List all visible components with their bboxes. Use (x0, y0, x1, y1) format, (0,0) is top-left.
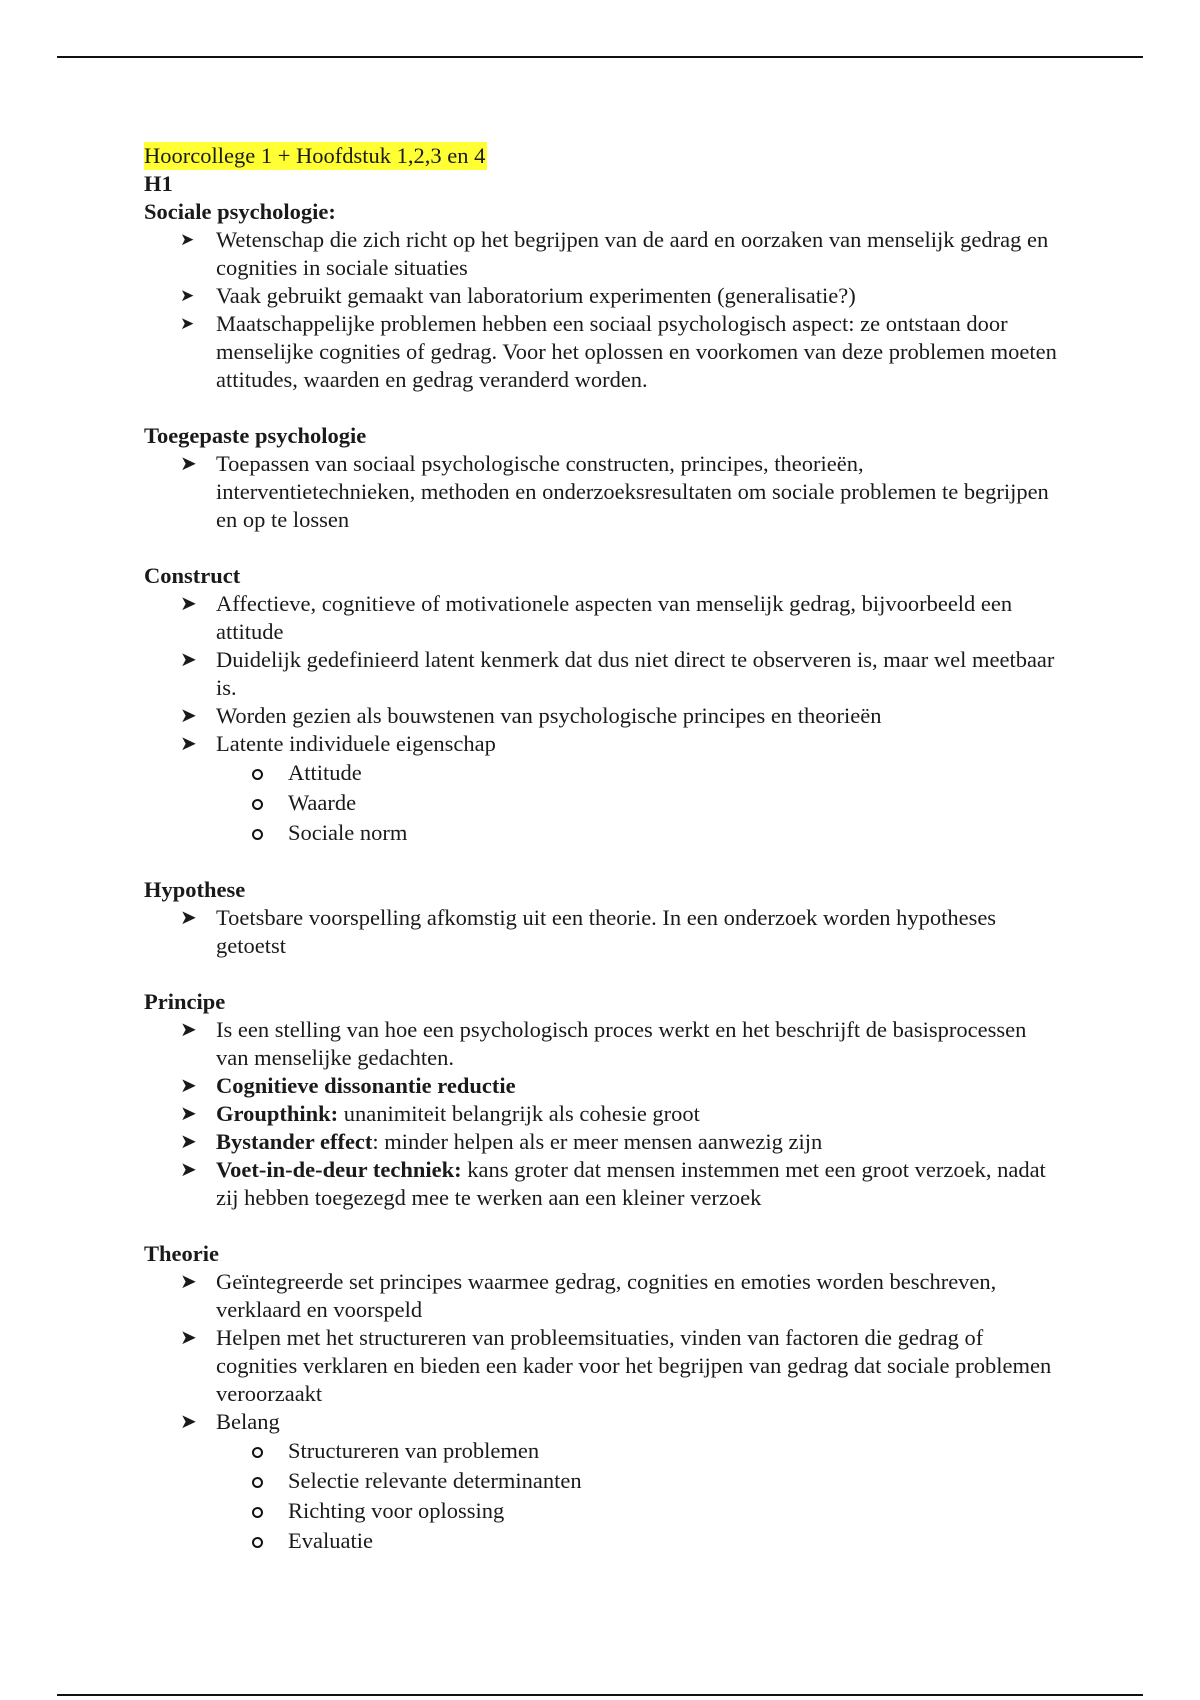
bullet-text: Belang (216, 1409, 280, 1434)
arrow-bullet-icon: ➤ (180, 1019, 197, 1041)
bullet-item (144, 730, 1064, 758)
section-heading: Principe (144, 989, 226, 1014)
sub-bullet-item (144, 758, 1064, 788)
bullet-list (144, 226, 1064, 394)
circle-bullet-icon (252, 769, 263, 780)
chapter-label: H1 (144, 171, 173, 196)
arrow-bullet-icon: ➤ (180, 705, 197, 727)
bullet-text: Helpen met het structureren van probleemsituaties, vinden van factoren die gedrag of cognities verklaren en bieden een kader voor het begrijpen van gedrag dat sociale problemen veroorzaakt (216, 1325, 1052, 1406)
bullet-item (144, 310, 1064, 394)
bullet-list (144, 1268, 1064, 1556)
bullet-term: Bystander effect (216, 1129, 373, 1154)
sub-bullet-item (144, 1466, 1064, 1496)
bullet-text: Vaak gebruikt gemaakt van laboratorium experimenten (generalisatie?) (216, 283, 856, 308)
sub-bullet-item (144, 1496, 1064, 1526)
section (144, 198, 1064, 394)
arrow-bullet-icon: ➤ (180, 1131, 197, 1153)
top-rule (57, 56, 1143, 58)
bullet-text: Affectieve, cognitieve of motivationele aspecten van menselijk gedrag, bijvoorbeeld een attitude (216, 591, 1013, 644)
bullet-item (144, 702, 1064, 730)
bullet-item (144, 1128, 1064, 1156)
bullet-item (144, 1156, 1064, 1212)
title-highlight: Hoorcollege 1 + Hoofdstuk 1,2,3 en 4 (144, 143, 486, 168)
sub-bullet-text: Evaluatie (288, 1528, 373, 1553)
bullet-item (144, 1324, 1064, 1408)
circle-bullet-icon (252, 1507, 263, 1518)
bullet-item (144, 1268, 1064, 1324)
arrow-bullet-icon: ➤ (180, 649, 197, 671)
bullet-item (144, 646, 1064, 702)
section (144, 422, 1064, 534)
bullet-term: Groupthink: (216, 1101, 339, 1126)
arrow-bullet-icon: ➤ (180, 314, 195, 333)
section-heading: Toegepaste psychologie (144, 423, 367, 448)
bullet-text: Wetenschap die zich richt op het begrijpen van de aard en oorzaken van menselijk gedrag en cognities in sociale situaties (216, 227, 1049, 280)
bullet-text: unanimiteit belangrijk als cohesie groot (338, 1101, 700, 1126)
bullet-text: : minder helpen als er meer mensen aanwezig zijn (372, 1129, 823, 1154)
circle-bullet-icon (252, 1477, 263, 1488)
arrow-bullet-icon: ➤ (180, 1103, 197, 1125)
arrow-bullet-icon: ➤ (180, 907, 197, 929)
sub-bullet-text: Sociale norm (288, 820, 408, 845)
arrow-bullet-icon: ➤ (180, 286, 195, 305)
bullet-list (144, 450, 1064, 534)
bullet-item (144, 904, 1064, 960)
bullet-text: Worden gezien als bouwstenen van psychologische principes en theorieën (216, 703, 882, 728)
bullet-term: Cognitieve dissonantie reductie (216, 1073, 516, 1098)
arrow-bullet-icon: ➤ (180, 733, 197, 755)
sub-bullet-text: Richting voor oplossing (288, 1498, 505, 1523)
bullet-item (144, 1072, 1064, 1100)
sub-bullet-text: Selectie relevante determinanten (288, 1468, 582, 1493)
arrow-bullet-icon: ➤ (180, 1271, 197, 1293)
sub-bullet-list (144, 758, 1064, 848)
sub-bullet-item (144, 818, 1064, 848)
bullet-term: Voet-in-de-deur techniek: (216, 1157, 462, 1182)
bullet-list (144, 590, 1064, 848)
sub-bullet-item (144, 788, 1064, 818)
circle-bullet-icon (252, 1537, 263, 1548)
sub-bullet-text: Structureren van problemen (288, 1438, 540, 1463)
section (144, 876, 1064, 960)
section-heading: Theorie (144, 1241, 219, 1266)
bullet-item (144, 1100, 1064, 1128)
sub-bullet-item (144, 1526, 1064, 1556)
circle-bullet-icon (252, 1447, 263, 1458)
document-title (144, 142, 1064, 170)
arrow-bullet-icon: ➤ (180, 593, 197, 615)
bullet-text: Latente individuele eigenschap (216, 731, 496, 756)
bullet-item (144, 590, 1064, 646)
sub-bullet-item (144, 1436, 1064, 1466)
bullet-item (144, 450, 1064, 534)
arrow-bullet-icon: ➤ (180, 1411, 197, 1433)
sub-bullet-list (144, 1436, 1064, 1556)
bullet-text: kans groter dat mensen instemmen met een groot verzoek, nadat zij hebben toegezegd mee te werken aan een kleiner verzoek (216, 1157, 1046, 1210)
bullet-text: Toetsbare voorspelling afkomstig uit een theorie. In een onderzoek worden hypotheses getoetst (216, 905, 997, 958)
bullet-item (144, 1408, 1064, 1436)
arrow-bullet-icon: ➤ (180, 1075, 197, 1097)
bottom-rule (57, 1694, 1143, 1696)
section (144, 988, 1064, 1212)
bullet-text: Toepassen van sociaal psychologische constructen, principes, theorieën, interventietechnieken, methoden en onderzoeksresultaten om sociale problemen te begrijpen en op te lossen (216, 451, 1049, 532)
sub-bullet-text: Waarde (288, 790, 357, 815)
bullet-item (144, 1016, 1064, 1072)
bullet-item (144, 282, 1064, 310)
section (144, 1240, 1064, 1556)
circle-bullet-icon (252, 799, 263, 810)
arrow-bullet-icon: ➤ (180, 453, 197, 475)
arrow-bullet-icon: ➤ (180, 230, 195, 249)
section-heading: Hypothese (144, 877, 246, 902)
section-heading: Construct (144, 563, 241, 588)
section-heading: Sociale psychologie: (144, 199, 336, 224)
sub-bullet-text: Attitude (288, 760, 362, 785)
bullet-text: Is een stelling van hoe een psychologisch proces werkt en het beschrijft de basisprocessen van menselijke gedachten. (216, 1017, 1027, 1070)
arrow-bullet-icon: ➤ (180, 1327, 197, 1349)
bullet-list (144, 1016, 1064, 1212)
bullet-item (144, 226, 1064, 282)
bullet-text: Geïntegreerde set principes waarmee gedrag, cognities en emoties worden beschreven, verklaard en voorspeld (216, 1269, 997, 1322)
bullet-text: Duidelijk gedefinieerd latent kenmerk dat dus niet direct te observeren is, maar wel meetbaar is. (216, 647, 1055, 700)
section (144, 562, 1064, 848)
circle-bullet-icon (252, 829, 263, 840)
document-body (144, 142, 1064, 1556)
sections-container (144, 198, 1064, 1556)
bullet-text: Maatschappelijke problemen hebben een sociaal psychologisch aspect: ze ontstaan door menselijke cognities of gedrag. Voor het oplossen en voorkomen van deze problemen moeten attitudes, waarden en gedrag veranderd worden. (216, 311, 1057, 392)
bullet-list (144, 904, 1064, 960)
arrow-bullet-icon: ➤ (180, 1159, 197, 1181)
